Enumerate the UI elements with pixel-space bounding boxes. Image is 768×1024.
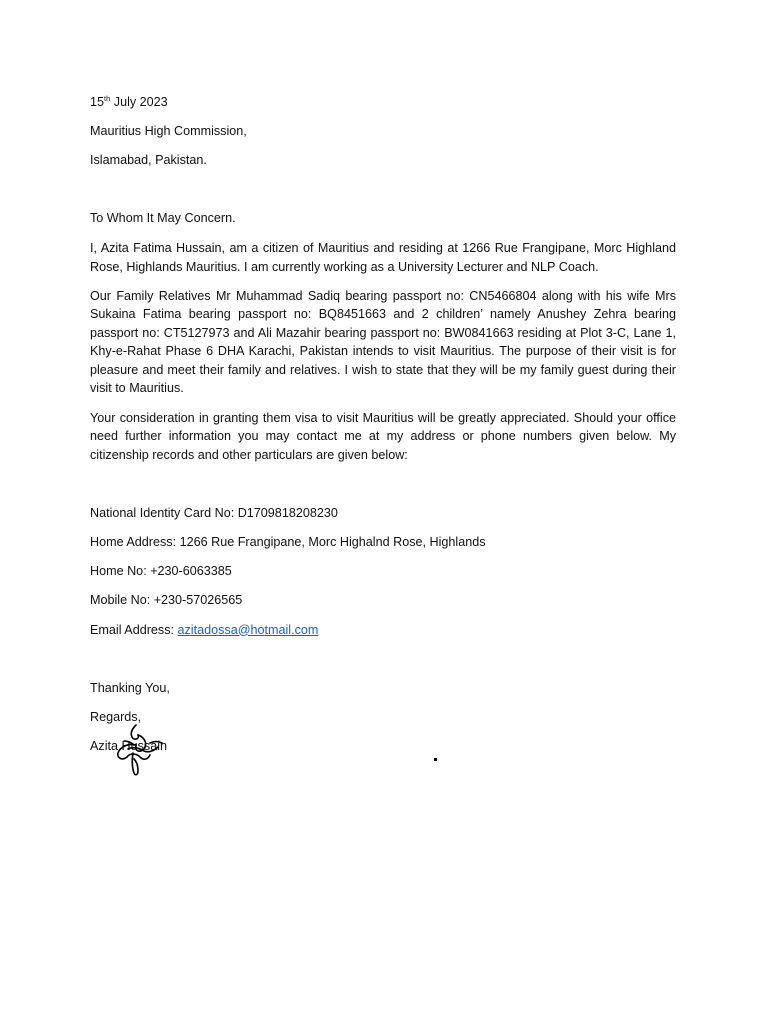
paragraph-relatives: Our Family Relatives Mr Muhammad Sadiq bearing passport no: CN5466804 along with his wife Mrs Sukaina Fatima bearing passport no: BQ8451663 and 2 children’ namely Anushey Zehra bearing passport no: CT5127973 and Ali Mazahir bearing passport no: BW0841663 residing at Plot 3-C, Lane 1, Khy-e-Rahat Phase 6 DHA Karachi, Pakistan intends to visit Mauritius. The purpose of their visit is for pleasure and meet their family and relatives. I wish to state that they will be my family guest during their visit to Mauritius. (90, 288, 676, 395)
date-day: 15 (90, 95, 105, 109)
national-id-line: National Identity Card No: D1709818208230 (90, 506, 338, 520)
date-rest: July 2023 (110, 95, 168, 109)
letter-date (90, 93, 676, 112)
salutation: To Whom It May Concern. (90, 211, 236, 225)
signatory-name: Azita Hussain (90, 738, 167, 753)
handwritten-signature (114, 723, 166, 777)
closing-regards: Regards, (90, 709, 142, 724)
email-label: Email Address: (90, 622, 178, 637)
recipient-line-1: Mauritius High Commission, (90, 124, 247, 138)
closing-thanks: Thanking You, (90, 680, 170, 695)
letter-body (90, 93, 676, 755)
date-suffix: th (104, 94, 111, 103)
signature-row (90, 737, 676, 756)
home-address-line: Home Address: 1266 Rue Frangipane, Morc Highalnd Rose, Highlands (90, 535, 486, 549)
email-link[interactable]: azitadossa@hotmail.com (177, 622, 319, 637)
paragraph-request: Your consideration in granting them visa to visit Mauritius will be greatly appreciated. Should your office need further information you may contact me at my address or phone numbers given below. My citizenship records and other particulars are given below: (90, 410, 676, 462)
mobile-phone-line: Mobile No: +230-57026565 (90, 593, 243, 607)
email-line (90, 621, 676, 640)
stray-dot (434, 758, 437, 761)
paragraph-introduction: I, Azita Fatima Hussain, am a citizen of Mauritius and residing at 1266 Rue Frangipane, Morc Highland Rose, Highlands Mauritius. I am currently working as a University Lecturer and NLP Coach. (90, 241, 676, 274)
home-phone-line: Home No: +230-6063385 (90, 564, 232, 578)
recipient-line-2: Islamabad, Pakistan. (90, 153, 207, 167)
